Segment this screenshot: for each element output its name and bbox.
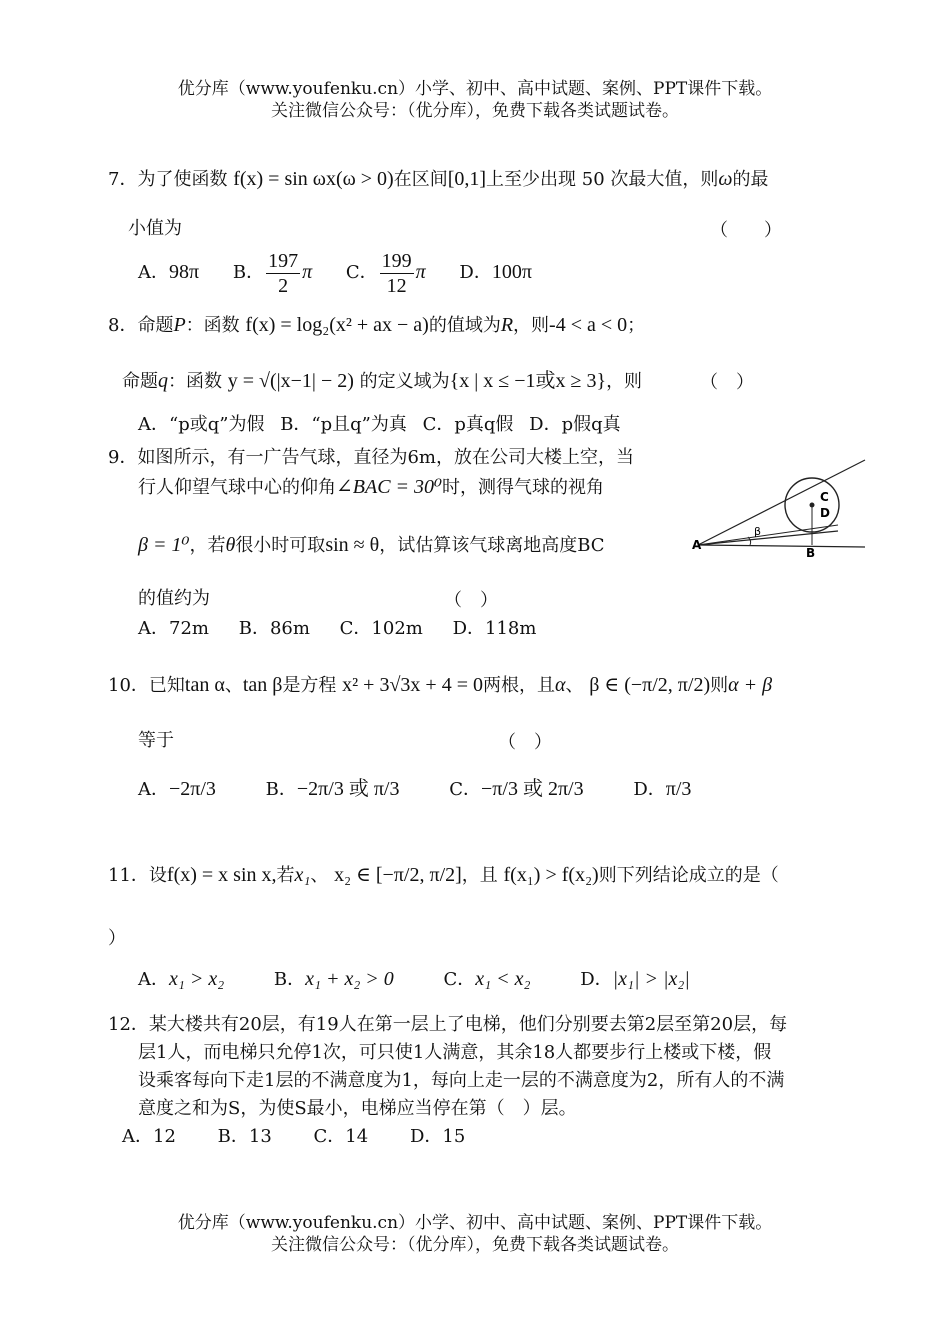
q8-domain: {x | x ≤ −1或x ≥ 3} bbox=[449, 370, 607, 392]
q11-option-a: A．x₁ > x₂ bbox=[138, 968, 225, 990]
q12-option-c: C．14 bbox=[313, 1126, 369, 1147]
figure-label-b: B bbox=[806, 546, 816, 560]
q11-options bbox=[138, 966, 718, 993]
q9-beta: β = 1⁰ bbox=[138, 534, 190, 556]
q7-interval: [0,1] bbox=[447, 168, 487, 190]
figure-label-a: A bbox=[692, 538, 702, 552]
q7-omega: ω bbox=[718, 168, 733, 190]
q12-number: 12． bbox=[108, 1014, 149, 1035]
figure-tangent-ray bbox=[698, 525, 838, 545]
q7-options bbox=[138, 248, 560, 298]
q9-option-b: B．86m bbox=[238, 618, 310, 639]
footer-line-2: 关注微信公众号：（优分库），免费下载各类试题试卷。 bbox=[271, 1235, 679, 1255]
q12-option-d: D．15 bbox=[409, 1126, 466, 1147]
q7-option-b: B． $\frac{197}{2}$ π bbox=[232, 249, 313, 297]
q8-option-d: D．p假q真 bbox=[529, 414, 621, 435]
q10-stem: 10．已知tan α、tan β是方程 x² + 3√3x + 4 = 0两根，且α、 β ∈ (−π/2, π/2)则α + β bbox=[108, 674, 773, 696]
q11-text-5: ） bbox=[108, 928, 126, 949]
q12-option-a: A．12 bbox=[122, 1126, 176, 1147]
q9-line-1: 9．如图所示，有一广告气球，直径为6m，放在公司大楼上空，当 bbox=[108, 447, 634, 468]
q9-option-c: C．102m bbox=[339, 618, 423, 639]
q7-stem bbox=[108, 166, 769, 193]
q10-text-5: 等于 bbox=[138, 730, 174, 751]
figure-upper-ray bbox=[698, 460, 865, 545]
figure-label-c: C bbox=[820, 490, 829, 504]
q11-option-b: B．x₁ + x₂ > 0 bbox=[273, 968, 394, 990]
q10-option-d: D．π/3 bbox=[633, 778, 692, 800]
q9-option-d: D．118m bbox=[452, 618, 537, 639]
figure-center-ray bbox=[698, 531, 838, 545]
q7-text-5: 小值为 bbox=[128, 218, 182, 239]
q9-number: 9． bbox=[108, 447, 138, 468]
q8-function-expr-2: y = √(|x−1| − 2) bbox=[227, 370, 354, 392]
q12-line-2: 层1人，而电梯只允停1次，可只使1人满意，其余18人都要步行上楼或下楼，假 bbox=[138, 1042, 772, 1063]
figure-label-d: D bbox=[820, 506, 830, 520]
q10-option-a: A．−2π/3 bbox=[138, 778, 216, 800]
q7-option-d: D．100π bbox=[459, 261, 532, 283]
q10-answer-paren: （ ） bbox=[498, 732, 552, 753]
q12-options bbox=[122, 1124, 493, 1150]
q7-option-a: A．98π bbox=[138, 261, 200, 283]
q9-option-a: A．72m bbox=[138, 618, 209, 639]
q10-option-b: B．−2π/3 或 π/3 bbox=[265, 778, 400, 800]
q7-number: 7． bbox=[108, 169, 138, 190]
q12-line-1: 12．某大楼共有20层，有19人在第一层上了电梯，他们分别要去第2层至第20层，每 bbox=[108, 1014, 788, 1035]
q12-option-b: B．13 bbox=[217, 1126, 272, 1147]
q7-option-c: C． $\frac{199}{12}$ π bbox=[345, 249, 426, 297]
q8-number: 8． bbox=[108, 315, 138, 336]
q11-stem: 11．设f(x) = x sin x,若x₁、 x₂ ∈ [−π/2, π/2]，且 f(x₁) > f(x₂)则下列结论成立的是（ bbox=[108, 864, 779, 886]
q7-text-3: 上至少出现 50 次最大值，则 bbox=[486, 169, 719, 190]
q8-stem: 8．命题P：函数 f(x) = log₂(x² + ax − a)的值域为R，则-4 < a < 0； bbox=[108, 314, 646, 336]
q9-angle: ∠BAC = 30⁰ bbox=[336, 476, 443, 498]
footer-line-1: 优分库（www.youfenku.cn）小学、初中、高中试题、案例、PPT课件下载。 bbox=[177, 1213, 773, 1233]
q9-line-2: 行人仰望气球中心的仰角∠BAC = 30⁰时，测得气球的视角 bbox=[138, 476, 605, 498]
q7-text-2: 在区间 bbox=[393, 169, 448, 190]
q10-options bbox=[138, 776, 719, 803]
q10-equation: x² + 3√3x + 4 = 0 bbox=[342, 674, 483, 696]
q8-options bbox=[138, 412, 649, 438]
q12-line-4: 意度之和为S，为使S最小，电梯应当停在第（ ）层。 bbox=[138, 1098, 577, 1119]
q9-options bbox=[138, 616, 564, 642]
q7-answer-paren: （ ） bbox=[710, 220, 782, 241]
q8-option-b: B．“p且q”为真 bbox=[280, 414, 407, 435]
q8-option-a: A．“p或q”为假 bbox=[138, 414, 265, 435]
q8-function-expr: f(x) = log₂(x² + ax − a) bbox=[245, 314, 429, 336]
q9-line-3: β = 1⁰，若θ很小时可取sin ≈ θ，试估算该气球离地高度BC bbox=[138, 534, 605, 556]
q8-stem-2: 命题q：函数 y = √(|x−1| − 2) 的定义域为{x | x ≤ −1或x ≥ 3}，则 bbox=[122, 370, 643, 392]
q11-function-expr: f(x) = x sin x, bbox=[166, 864, 277, 886]
q9-answer-paren: （ ） bbox=[444, 590, 498, 611]
q7-text-4: 的最 bbox=[732, 169, 769, 190]
q8-condition: -4 < a < 0 bbox=[549, 314, 628, 336]
q8-option-c: C．p真q假 bbox=[422, 414, 514, 435]
q11-option-c: C．x₁ < x₂ bbox=[443, 968, 531, 990]
figure-lower-ray bbox=[698, 545, 865, 547]
q12-line-3: 设乘客每向下走1层的不满意度为1，每向上走一层的不满意度为2，所有人的不满 bbox=[138, 1070, 785, 1091]
q11-inequality: f(x₁) > f(x₂) bbox=[503, 864, 599, 886]
q8-answer-paren: （ ） bbox=[700, 372, 754, 393]
q11-number: 11． bbox=[108, 865, 149, 886]
q11-range: x₂ ∈ [−π/2, π/2] bbox=[334, 864, 462, 886]
q10-range: β ∈ (−π/2, π/2) bbox=[589, 674, 711, 696]
header-line-1: 优分库（www.youfenku.cn）小学、初中、高中试题、案例、PPT课件下载。 bbox=[177, 79, 773, 99]
header-line-2: 关注微信公众号：（优分库），免费下载各类试题试卷。 bbox=[271, 101, 679, 121]
q11-option-d: D．|x₁| > |x₂| bbox=[580, 968, 690, 990]
q7-function-expr: f(x) = sin ωx(ω > 0) bbox=[233, 168, 394, 190]
q10-number: 10． bbox=[108, 675, 149, 696]
q7-text-1: 为了使函数 bbox=[137, 169, 228, 190]
figure-label-beta: β bbox=[754, 525, 762, 538]
q9-line-4: 的值约为 bbox=[138, 588, 210, 609]
q9-approx: sin ≈ θ bbox=[325, 534, 380, 556]
q9-balloon-figure bbox=[690, 455, 870, 565]
q10-option-c: C．−π/3 或 2π/3 bbox=[449, 778, 584, 800]
